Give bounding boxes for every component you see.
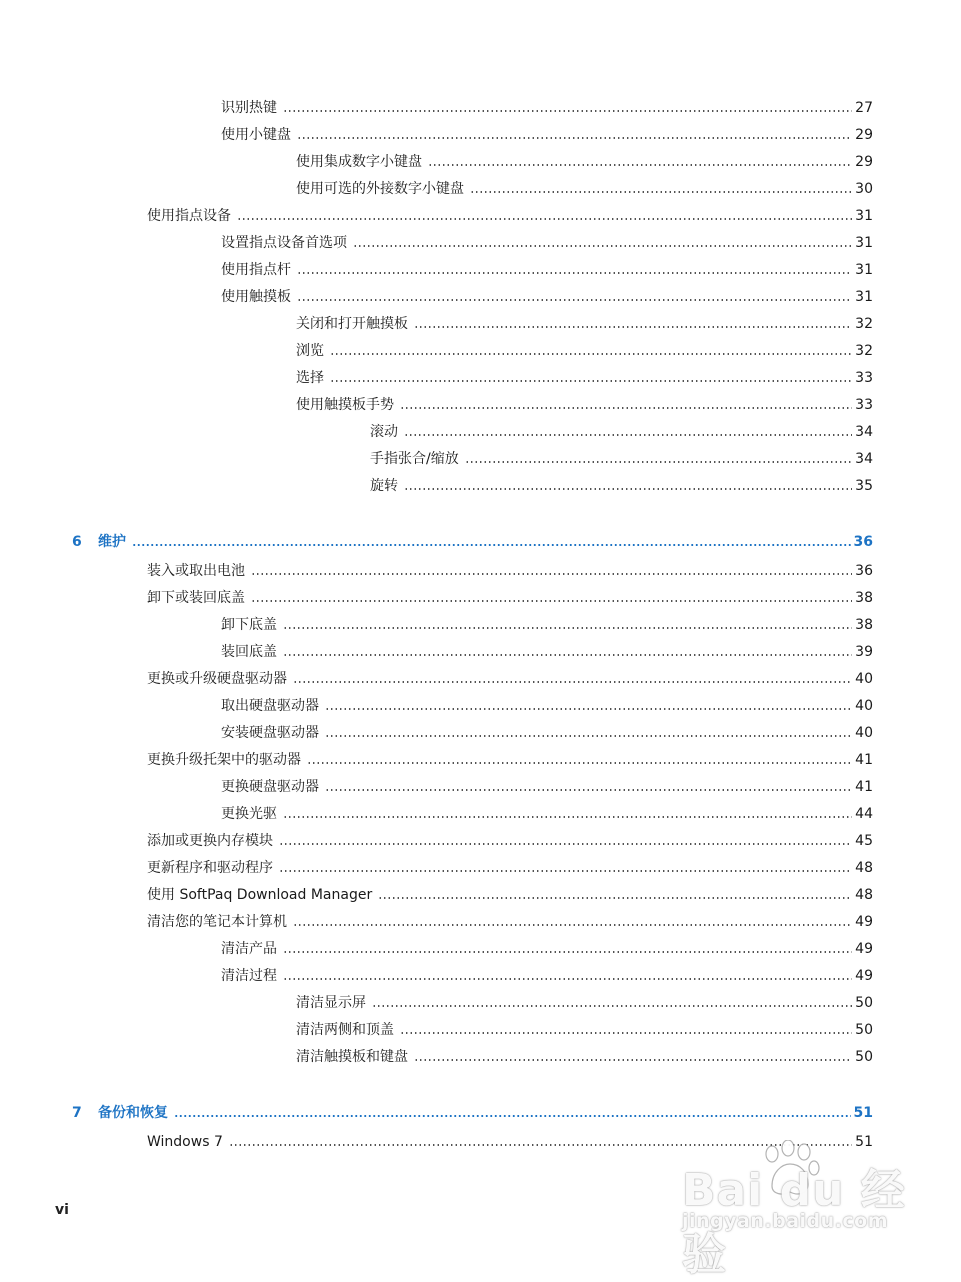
toc-page-number: 30 (855, 181, 873, 197)
toc-entry[interactable] (221, 98, 873, 118)
page-number: vi (55, 1202, 69, 1218)
dot-leader (283, 978, 852, 980)
toc-entry-title: 添加或更换内存模块 (147, 833, 273, 849)
toc-entry-title: 更换或升级硬盘驱动器 (147, 671, 287, 687)
watermark-url-text: jingyan.baidu.com (682, 1210, 888, 1232)
dot-leader (330, 380, 852, 382)
toc-entry[interactable] (221, 125, 873, 145)
toc-entry-title: 使用指点杆 (221, 262, 291, 278)
dot-leader (404, 488, 852, 490)
dot-leader (174, 1115, 851, 1117)
toc-entry-title: 关闭和打开触摸板 (296, 316, 408, 332)
toc-page-number: 31 (855, 235, 873, 251)
toc-page-number: 32 (855, 316, 873, 332)
toc-entry[interactable] (221, 804, 873, 824)
toc-entry[interactable] (147, 885, 873, 905)
toc-entry-title: 识别热键 (221, 100, 277, 116)
toc-entry[interactable] (147, 561, 873, 581)
toc-entry[interactable] (296, 179, 873, 199)
dot-leader (465, 461, 852, 463)
toc-page-number: 48 (855, 860, 873, 876)
toc-page-number: 50 (855, 995, 873, 1011)
toc-page-number: 44 (855, 806, 873, 822)
toc-entry[interactable] (370, 449, 873, 469)
toc-page-number: 45 (855, 833, 873, 849)
toc-entry-title: 设置指点设备首选项 (221, 235, 347, 251)
toc-entry-title: 更新程序和驱动程序 (147, 860, 273, 876)
dot-leader (297, 299, 852, 301)
toc-entry-title: 使用触摸板 (221, 289, 291, 305)
dot-leader (325, 708, 852, 710)
toc-page-number: 34 (855, 424, 873, 440)
dot-leader (283, 654, 852, 656)
toc-entry[interactable] (221, 287, 873, 307)
dot-leader (297, 137, 852, 139)
toc-entry-title: 安装硬盘驱动器 (221, 725, 319, 741)
toc-page-number: 50 (855, 1022, 873, 1038)
dot-leader (132, 544, 851, 546)
toc-page-number: 51 (853, 1105, 873, 1121)
toc-entry-title: 更换光驱 (221, 806, 277, 822)
toc-entry-title: 卸下或装回底盖 (147, 590, 245, 606)
toc-entry-title (72, 1103, 172, 1123)
toc-page-number: 38 (855, 617, 873, 633)
toc-entry[interactable] (370, 476, 873, 496)
toc-entry-title: 使用 SoftPaq Download Manager (147, 887, 373, 903)
dot-leader (414, 326, 852, 328)
toc-page-number: 31 (855, 289, 873, 305)
toc-entry-title: 使用集成数字小键盘 (296, 154, 422, 170)
toc-entry[interactable] (296, 395, 873, 415)
dot-leader (279, 843, 852, 845)
dot-leader (293, 681, 852, 683)
dot-leader (325, 789, 852, 791)
dot-leader (297, 272, 852, 274)
toc-entry-title: 清洁您的笔记本计算机 (147, 914, 287, 930)
toc-entry-title: 清洁两侧和顶盖 (296, 1022, 394, 1038)
toc-entry[interactable] (370, 422, 873, 442)
dot-leader (400, 407, 852, 409)
toc-entry-title: 更换硬盘驱动器 (221, 779, 319, 795)
dot-leader (353, 245, 852, 247)
dot-leader (325, 735, 852, 737)
dot-leader (414, 1059, 852, 1061)
toc-entry-title: 清洁触摸板和键盘 (296, 1049, 408, 1065)
dot-leader (428, 164, 852, 166)
toc-entry-title: 清洁过程 (221, 968, 277, 984)
toc-entry-title: 装入或取出电池 (147, 563, 245, 579)
toc-entry[interactable] (296, 368, 873, 388)
toc-page-number: 31 (855, 208, 873, 224)
toc-entry-title: 滚动 (370, 424, 398, 440)
dot-leader (283, 110, 852, 112)
toc-chapter-entry[interactable] (72, 532, 873, 552)
toc-entry[interactable] (147, 831, 873, 851)
toc-page-number: 36 (855, 563, 873, 579)
toc-entry[interactable] (147, 669, 873, 689)
dot-leader (372, 1005, 852, 1007)
toc-entry[interactable] (221, 939, 873, 959)
toc-page-number: 27 (855, 100, 873, 116)
dot-leader (283, 951, 852, 953)
toc-entry[interactable] (221, 966, 873, 986)
dot-leader (293, 924, 852, 926)
toc-page-number: 51 (855, 1134, 873, 1150)
toc-entry[interactable] (147, 206, 873, 226)
baidu-jingyan-watermark (676, 1140, 906, 1280)
chapter-title: 备份和恢复 (98, 1105, 168, 1121)
watermark-logo-text: Bai du 经验 (682, 1165, 906, 1280)
toc-entry-title: 卸下底盖 (221, 617, 277, 633)
toc-entry[interactable] (147, 912, 873, 932)
toc-page-number: 35 (855, 478, 873, 494)
toc-page-number: 40 (855, 698, 873, 714)
dot-leader (279, 870, 852, 872)
toc-entry[interactable] (147, 750, 873, 770)
toc-entry[interactable] (221, 233, 873, 253)
toc-page-number: 36 (853, 534, 873, 550)
toc-page-number: 33 (855, 370, 873, 386)
toc-entry[interactable] (221, 260, 873, 280)
toc-entry[interactable] (147, 858, 873, 878)
toc-entry-title: 旋转 (370, 478, 398, 494)
toc-entry[interactable] (296, 993, 873, 1013)
toc-entry[interactable] (147, 588, 873, 608)
toc-entry-title: 使用指点设备 (147, 208, 231, 224)
toc-entry[interactable] (296, 1020, 873, 1040)
toc-entry-title (72, 532, 130, 552)
toc-entry-title: 使用可选的外接数字小键盘 (296, 181, 464, 197)
toc-entry-title: 使用小键盘 (221, 127, 291, 143)
toc-entry[interactable] (221, 696, 873, 716)
toc-page-number: 50 (855, 1049, 873, 1065)
dot-leader (470, 191, 852, 193)
dot-leader (283, 627, 852, 629)
toc-entry-title: Windows 7 (147, 1134, 223, 1150)
dot-leader (237, 218, 852, 220)
toc-page-number: 38 (855, 590, 873, 606)
dot-leader (307, 762, 852, 764)
toc-page-number: 49 (855, 968, 873, 984)
chapter-title: 维护 (98, 534, 126, 550)
toc-entry[interactable] (296, 341, 873, 361)
chapter-number: 6 (72, 534, 82, 550)
toc-entry-title: 选择 (296, 370, 324, 386)
toc-entry-title: 更换升级托架中的驱动器 (147, 752, 301, 768)
toc-entry-title: 浏览 (296, 343, 324, 359)
dot-leader (404, 434, 852, 436)
toc-entry-title: 取出硬盘驱动器 (221, 698, 319, 714)
toc-entry[interactable] (221, 615, 873, 635)
toc-page-number: 29 (855, 154, 873, 170)
dot-leader (378, 897, 852, 899)
toc-page-number: 40 (855, 671, 873, 687)
toc-entry[interactable] (296, 314, 873, 334)
toc-entry-title: 清洁产品 (221, 941, 277, 957)
toc-entry[interactable] (296, 1047, 873, 1067)
toc-page-number: 31 (855, 262, 873, 278)
toc-entry-title: 手指张合/缩放 (370, 451, 459, 467)
toc-entry-title: 清洁显示屏 (296, 995, 366, 1011)
dot-leader (251, 573, 852, 575)
toc-entry[interactable] (296, 152, 873, 172)
toc-entry[interactable] (221, 723, 873, 743)
chapter-number: 7 (72, 1105, 82, 1121)
toc-page-number: 29 (855, 127, 873, 143)
toc-page-number: 41 (855, 752, 873, 768)
toc-entry-title: 装回底盖 (221, 644, 277, 660)
toc-page-number: 49 (855, 941, 873, 957)
toc-page-number: 41 (855, 779, 873, 795)
dot-leader (283, 816, 852, 818)
toc-page-number: 48 (855, 887, 873, 903)
dot-leader (330, 353, 852, 355)
dot-leader (400, 1032, 852, 1034)
dot-leader (251, 600, 852, 602)
toc-page-number: 40 (855, 725, 873, 741)
toc-page-number: 49 (855, 914, 873, 930)
toc-page-number: 39 (855, 644, 873, 660)
toc-page-number: 32 (855, 343, 873, 359)
toc-entry[interactable] (221, 642, 873, 662)
toc-entry-title: 使用触摸板手势 (296, 397, 394, 413)
toc-page-number: 33 (855, 397, 873, 413)
toc-entry[interactable] (221, 777, 873, 797)
toc-page-number: 34 (855, 451, 873, 467)
toc-chapter-entry[interactable] (72, 1103, 873, 1123)
